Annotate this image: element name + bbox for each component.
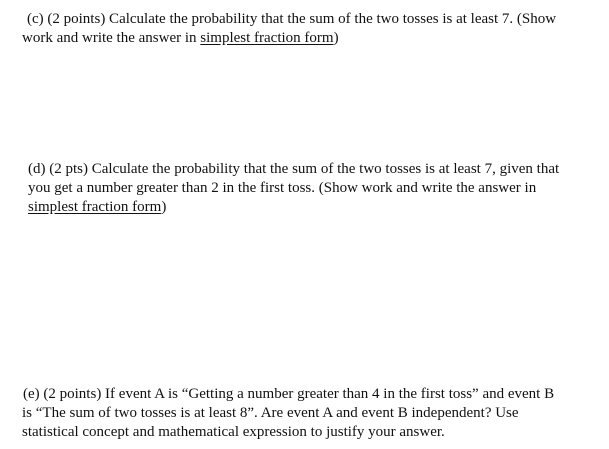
question-e-line-3: statistical concept and mathematical expression to justify your answer. [22,424,445,440]
question-c-line-2 [22,29,556,48]
question-c-line-1: (c) (2 points) Calculate the probability that the sum of the two tosses is at least 7. (Show [27,11,557,27]
question-c [22,10,556,48]
question-c-line-2-text: work and write the answer in [22,30,201,46]
question-d-underlined-phrase: simplest fraction form [28,199,162,215]
question-e [22,385,554,442]
question-c-closing-paren: ) [333,30,339,46]
question-d [22,160,559,217]
question-d-closing-paren: ) [161,199,167,215]
question-e-line-2: is “The sum of two tosses is at least 8”. Are event A and event B independent? Use [22,405,519,421]
question-e-line-1: (e) (2 points) If event A is “Getting a number greater than 4 in the first toss” and event B [23,386,555,402]
question-c-underlined-phrase: simplest fraction form [200,30,334,46]
question-d-line-3 [22,198,559,217]
question-d-line-2: you get a number greater than 2 in the first toss. (Show work and write the answer in [28,180,537,196]
question-d-line-1: (d) (2 pts) Calculate the probability that the sum of the two tosses is at least 7, given that [28,161,560,177]
